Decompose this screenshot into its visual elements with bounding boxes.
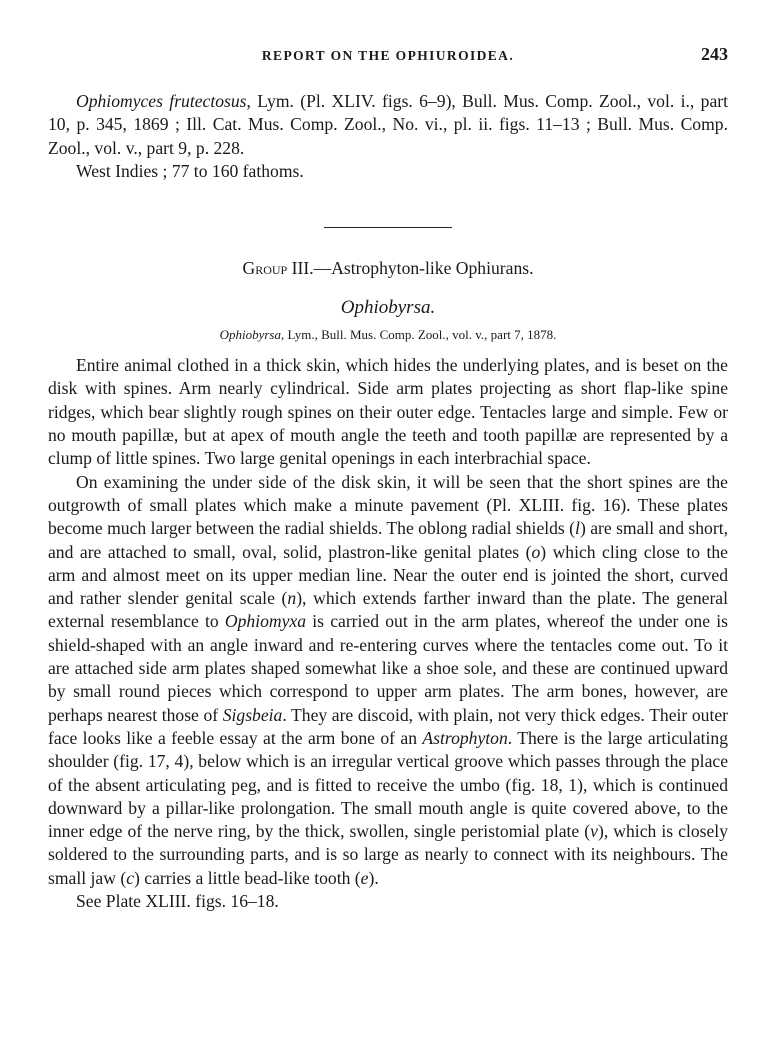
figure-letter: e xyxy=(360,867,369,888)
running-title: REPORT ON THE OPHIUROIDEA. xyxy=(261,48,515,63)
genus-citation xyxy=(48,327,728,343)
group-heading xyxy=(48,258,728,279)
text-run: ) which cling close to the arm and almost meet on its upper median line. Near the outer end is jointed the short, curved and rather slender genital scale ( xyxy=(48,541,728,609)
text-run: ) carries a little bead-like tooth ( xyxy=(134,867,361,888)
text-run: ). xyxy=(368,867,379,888)
text-run: is carried out in the arm plates, whereof the under one is shield-shaped with an angle inward and re-entering curves where the tentacles come out. To it are attached side arm plates shaped somewhat like a shoe sole, and these are continued upward by small round pieces which correspond to upper arm plates. The arm bones, however, are perhaps nearest those of xyxy=(48,611,728,725)
group-title: —Astrophyton-like Ophiurans. xyxy=(313,258,534,279)
figure-letter: o xyxy=(531,541,541,562)
body-paragraph-2 xyxy=(48,471,728,890)
figure-letter: c xyxy=(126,867,134,888)
species-reference-text: , Lym. (Pl. XLIV. figs. 6–9), Bull. Mus. Comp. Zool., vol. i., part 10, p. 345, 1869 ; Ill. Cat. Mus. Comp. Zool., No. vi., pl. ii. figs. 11–13 ; Bull. Mus. Comp. Zool., vol. v., part 9, p. 228. xyxy=(48,91,728,158)
taxon-name: Astrophyton xyxy=(422,727,508,748)
text-run: ), which is closely soldered to the surrounding parts, and is so large as nearly to connect with its neighbours. The small jaw ( xyxy=(48,821,728,888)
figure-letter: l xyxy=(575,518,580,539)
page-header xyxy=(48,42,728,72)
page-number: 243 xyxy=(701,44,728,64)
taxon-name: Sigsbeia xyxy=(222,704,283,725)
taxon-name: Ophiomyxa xyxy=(224,611,307,632)
text-run: On examining the under side of the disk skin, it will be seen that the short spines are the outgrowth of small plates which make a minute pavement (Pl. XLIII. fig. 16). These plates become much larger between the radial shields. The oblong radial shields ( xyxy=(48,471,728,539)
text-run: . They are discoid, with plain, not very thick edges. Their outer face looks like a feeble essay at the arm bone of an xyxy=(48,704,728,748)
body-paragraph-1: Entire animal clothed in a thick skin, which hides the underlying plates, and is beset on the disk with spines. Arm nearly cylindrical. Side arm plates projecting as short flap-like spine ridges, which bear slightly rough spines on their outer edge. Tentacles large and simple. Few or no mouth papillæ, but at apex of mouth angle the teeth and tooth papillæ are represented by a clump of little spines. Two large genital openings in each interbrachial space. xyxy=(48,355,728,469)
text-run: . There is the large articulating shoulder (fig. 17, 4), below which is an irregular vertical groove which passes through the place of the absent articulating peg, and is fitted to receive the umbo (fig. 18, 1), which is continued downward by a pillar-like prolongation. The small mouth angle is quite covered above, to the inner edge of the nerve ring, by the thick, swollen, single peristomial plate ( xyxy=(48,727,728,842)
genus-citation-text: , Lym., Bull. Mus. Comp. Zool., vol. v., part 7, 1878. xyxy=(280,327,557,343)
group-label: Group III. xyxy=(242,258,314,279)
species-entry-reference xyxy=(48,90,728,160)
text-run: ), which extends farther inward than the plate. The general external resemblance to xyxy=(48,588,728,632)
plate-reference: See Plate XLIII. figs. 16–18. xyxy=(76,891,279,912)
page xyxy=(48,42,728,913)
text-run: ) are small and short, and are attached to small, oval, solid, plastron-like genital plates ( xyxy=(48,518,728,562)
genus-heading: Ophiobyrsa. xyxy=(340,297,436,319)
figure-letter: n xyxy=(287,588,297,609)
genus-citation-name: Ophiobyrsa xyxy=(219,327,281,343)
species-locality: West Indies ; 77 to 160 fathoms. xyxy=(76,160,304,181)
figure-letter: v xyxy=(590,821,598,842)
species-name: Ophiomyces frutectosus xyxy=(76,91,247,111)
section-divider xyxy=(324,227,452,228)
